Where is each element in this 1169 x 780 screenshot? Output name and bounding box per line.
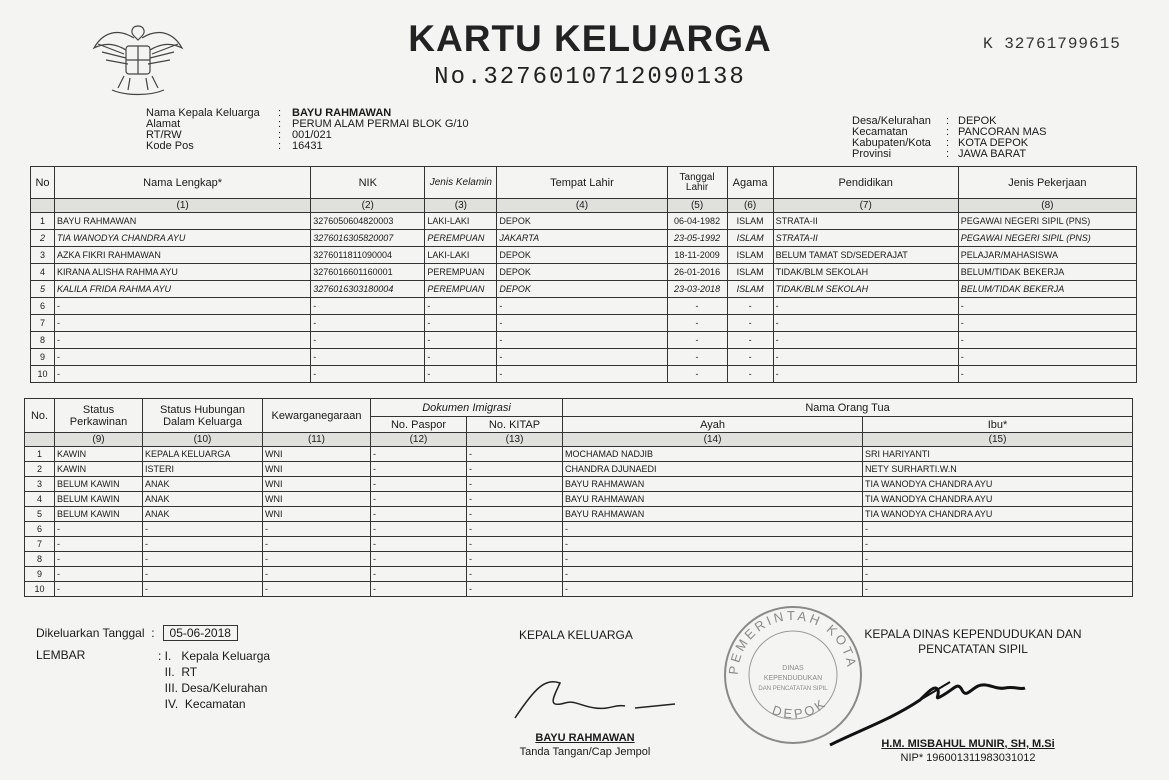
- col-header: Nama Orang Tua: [563, 399, 1133, 417]
- table-cell: -: [863, 537, 1133, 552]
- table-cell: TIA WANODYA CHANDRA AYU: [55, 230, 311, 247]
- family-members-table: [30, 166, 1137, 383]
- city-value: KOTA DEPOK: [958, 137, 1029, 149]
- col-number: (8): [958, 199, 1136, 213]
- table-cell: 5: [31, 281, 55, 298]
- table-body: [31, 213, 1137, 383]
- head-signature-label: KEPALA KELUARGA: [519, 628, 633, 642]
- table-row: [25, 507, 1133, 522]
- table-cell: 5: [25, 507, 55, 522]
- col-header: Tanggal Lahir: [667, 167, 727, 199]
- lembar-item: II. RT: [158, 665, 198, 679]
- col-number: (13): [467, 433, 563, 447]
- table-cell: 23-05-1992: [667, 230, 727, 247]
- official-title: [860, 627, 1086, 657]
- col-number: (6): [727, 199, 773, 213]
- table-cell: 26-01-2016: [667, 264, 727, 281]
- table-cell: -: [371, 447, 467, 462]
- document-number: No.3276010712090138: [434, 64, 746, 91]
- table-cell: TIDAK/BLM SEKOLAH: [773, 281, 958, 298]
- table-cell: -: [143, 582, 263, 597]
- label: Kabupaten/Kota: [852, 137, 931, 149]
- table-cell: -: [497, 332, 667, 349]
- table-cell: LAKI-LAKI: [425, 213, 497, 230]
- lembar-list: [158, 648, 270, 712]
- table-cell: NETY SURHARTI.W.N: [863, 462, 1133, 477]
- table-cell: 3276016601160001: [311, 264, 425, 281]
- table-cell: -: [55, 567, 143, 582]
- table-cell: BELUM TAMAT SD/SEDERAJAT: [773, 247, 958, 264]
- table-cell: CHANDRA DJUNAEDI: [563, 462, 863, 477]
- table-cell: 1: [31, 213, 55, 230]
- table-cell: -: [263, 582, 371, 597]
- table-cell: -: [467, 462, 563, 477]
- col-header: No. Paspor: [371, 417, 467, 433]
- table-cell: -: [143, 567, 263, 582]
- table-cell: -: [311, 349, 425, 366]
- table-cell: AZKA FIKRI RAHMAWAN: [55, 247, 311, 264]
- table-cell: -: [311, 332, 425, 349]
- col-number: (9): [55, 433, 143, 447]
- col-number: (2): [311, 199, 425, 213]
- issued-date: [36, 625, 238, 641]
- table-cell: -: [863, 522, 1133, 537]
- col-number: (7): [773, 199, 958, 213]
- table-cell: -: [467, 477, 563, 492]
- table-cell: -: [727, 349, 773, 366]
- table-cell: 8: [25, 552, 55, 567]
- col-header: Dokumen Imigrasi: [371, 399, 563, 417]
- table-cell: 8: [31, 332, 55, 349]
- table-cell: PEREMPUAN: [425, 264, 497, 281]
- head-signature-icon: [505, 668, 685, 728]
- table-cell: -: [371, 537, 467, 552]
- col-header: Nama Lengkap*: [55, 167, 311, 199]
- table-cell: DEPOK: [497, 247, 667, 264]
- table-cell: 7: [25, 537, 55, 552]
- village-value: DEPOK: [958, 115, 997, 127]
- col-number: (5): [667, 199, 727, 213]
- table-cell: 2: [31, 230, 55, 247]
- col-header: Status Hubungan Dalam Keluarga: [143, 399, 263, 433]
- table-cell: JAKARTA: [497, 230, 667, 247]
- table-row: [31, 281, 1137, 298]
- table-cell: ANAK: [143, 507, 263, 522]
- table-cell: -: [263, 567, 371, 582]
- table-cell: -: [467, 447, 563, 462]
- col-number: (4): [497, 199, 667, 213]
- table-row: [31, 349, 1137, 366]
- table-cell: -: [371, 507, 467, 522]
- col-header: No.: [25, 399, 55, 433]
- table-cell: ISTERI: [143, 462, 263, 477]
- table-row: [25, 537, 1133, 552]
- table-cell: 18-11-2009: [667, 247, 727, 264]
- table-cell: -: [263, 522, 371, 537]
- table-cell: -: [371, 522, 467, 537]
- issued-sep: :: [151, 626, 155, 640]
- table-cell: ISLAM: [727, 281, 773, 298]
- table-cell: -: [55, 298, 311, 315]
- table-cell: PEGAWAI NEGERI SIPIL (PNS): [958, 230, 1136, 247]
- table-cell: -: [863, 567, 1133, 582]
- head-of-family-value: BAYU RAHMAWAN: [292, 107, 392, 119]
- table-row: [31, 230, 1137, 247]
- table-cell: PEGAWAI NEGERI SIPIL (PNS): [958, 213, 1136, 230]
- official-name: H.M. MISBAHUL MUNIR, SH, M.Si: [881, 738, 1055, 750]
- table-cell: SRI HARIYANTI: [863, 447, 1133, 462]
- table-cell: -: [667, 298, 727, 315]
- table-cell: -: [311, 315, 425, 332]
- table-cell: -: [467, 492, 563, 507]
- table-cell: -: [425, 349, 497, 366]
- table-cell: ANAK: [143, 477, 263, 492]
- table-cell: -: [311, 366, 425, 383]
- table-cell: -: [497, 349, 667, 366]
- label: Kecamatan: [852, 126, 908, 138]
- lembar-label: LEMBAR: [36, 648, 86, 662]
- province-value: JAWA BARAT: [958, 148, 1027, 160]
- col-header: Jenis Pekerjaan: [958, 167, 1136, 199]
- col-number: (14): [563, 433, 863, 447]
- lembar-item: III. Desa/Kelurahan: [158, 681, 268, 695]
- table-cell: -: [425, 366, 497, 383]
- seal-center-line: DAN PENCATATAN SIPIL: [758, 686, 828, 692]
- district-value: PANCORAN MAS: [958, 126, 1047, 138]
- table-cell: KAWIN: [55, 447, 143, 462]
- table-cell: -: [727, 332, 773, 349]
- table-cell: DEPOK: [497, 213, 667, 230]
- table-cell: -: [263, 537, 371, 552]
- table-row: [25, 492, 1133, 507]
- table-cell: -: [563, 552, 863, 567]
- table-cell: DEPOK: [497, 264, 667, 281]
- col-number: (3): [425, 199, 497, 213]
- table-cell: 23-03-2018: [667, 281, 727, 298]
- table-cell: 3: [25, 477, 55, 492]
- table-cell: STRATA-II: [773, 213, 958, 230]
- table-cell: PELAJAR/MAHASISWA: [958, 247, 1136, 264]
- table-cell: KAWIN: [55, 462, 143, 477]
- table-cell: -: [371, 582, 467, 597]
- table-cell: MOCHAMAD NADJIB: [563, 447, 863, 462]
- table-body: [25, 447, 1133, 597]
- table-cell: -: [727, 298, 773, 315]
- table-row: [25, 462, 1133, 477]
- head-signature-sub: Tanda Tangan/Cap Jempol: [519, 746, 651, 758]
- table-cell: -: [563, 537, 863, 552]
- table-cell: WNI: [263, 507, 371, 522]
- table-cell: -: [467, 537, 563, 552]
- table-cell: -: [55, 522, 143, 537]
- table-cell: -: [727, 366, 773, 383]
- table-cell: -: [958, 332, 1136, 349]
- garuda-emblem-icon: [88, 18, 188, 98]
- serial-number: K 32761799615: [983, 35, 1121, 53]
- table-row: [25, 567, 1133, 582]
- label: Desa/Kelurahan: [852, 115, 931, 127]
- seal-top-text: PEMERINTAH KOTA: [725, 607, 860, 676]
- table-cell: -: [371, 552, 467, 567]
- rtrw-value: 001/021: [292, 129, 332, 141]
- official-signature-icon: [820, 660, 1040, 750]
- region-info: Desa/Kelurahan : DEPOK Kecamatan : PANCORAN MAS Kabupaten/Kota : KOTA DEPOK Provinsi : JAWA BARAT: [852, 115, 1047, 160]
- table-cell: TIA WANODYA CHANDRA AYU: [863, 507, 1133, 522]
- table-cell: -: [143, 552, 263, 567]
- table-cell: BAYU RAHMAWAN: [55, 213, 311, 230]
- table-row: [25, 522, 1133, 537]
- table-cell: -: [371, 492, 467, 507]
- table-row: [31, 213, 1137, 230]
- table-cell: -: [863, 582, 1133, 597]
- table-cell: -: [467, 582, 563, 597]
- col-header: Kewarganegaraan: [263, 399, 371, 433]
- col-header: Pendidikan: [773, 167, 958, 199]
- table-cell: -: [467, 567, 563, 582]
- table-cell: -: [863, 552, 1133, 567]
- table-cell: -: [371, 567, 467, 582]
- table-cell: -: [958, 349, 1136, 366]
- table-cell: WNI: [263, 447, 371, 462]
- table-cell: -: [958, 298, 1136, 315]
- table-cell: 3276050604820003: [311, 213, 425, 230]
- table-cell: 3: [31, 247, 55, 264]
- table-cell: 10: [25, 582, 55, 597]
- table-cell: -: [55, 349, 311, 366]
- table-cell: 10: [31, 366, 55, 383]
- table-cell: 4: [31, 264, 55, 281]
- table-cell: -: [773, 332, 958, 349]
- table-row: [31, 332, 1137, 349]
- official-title-line: PENCATATAN SIPIL: [918, 642, 1028, 656]
- table-cell: 2: [25, 462, 55, 477]
- table-cell: -: [425, 298, 497, 315]
- table-cell: -: [563, 582, 863, 597]
- table-cell: -: [425, 315, 497, 332]
- household-info: Nama Kepala Keluarga : BAYU RAHMAWAN Alamat : PERUM ALAM PERMAI BLOK G/10 RT/RW : 001/021 Kode Pos : 16431: [146, 107, 469, 152]
- table-cell: -: [143, 537, 263, 552]
- col-number: (15): [863, 433, 1133, 447]
- table-row: [25, 582, 1133, 597]
- table-cell: 3276011811090004: [311, 247, 425, 264]
- issued-label: Dikeluarkan Tanggal: [36, 626, 145, 640]
- table-cell: -: [773, 315, 958, 332]
- table-row: [31, 247, 1137, 264]
- table-cell: -: [563, 567, 863, 582]
- table-row: [31, 315, 1137, 332]
- table-cell: BELUM KAWIN: [55, 477, 143, 492]
- head-name: BAYU RAHMAWAN: [535, 732, 635, 744]
- table-cell: -: [667, 315, 727, 332]
- table-cell: -: [467, 522, 563, 537]
- col-header: No. KITAP: [467, 417, 563, 433]
- table-cell: STRATA-II: [773, 230, 958, 247]
- seal-center-line: DINAS: [782, 665, 804, 672]
- table-cell: DEPOK: [497, 281, 667, 298]
- table-cell: -: [311, 298, 425, 315]
- table-cell: WNI: [263, 462, 371, 477]
- table-cell: -: [371, 462, 467, 477]
- table-cell: -: [55, 582, 143, 597]
- table-cell: -: [667, 349, 727, 366]
- table-row: [31, 298, 1137, 315]
- table-row: [31, 366, 1137, 383]
- table-cell: 9: [25, 567, 55, 582]
- table-cell: -: [667, 366, 727, 383]
- table-cell: TIDAK/BLM SEKOLAH: [773, 264, 958, 281]
- col-number: (12): [371, 433, 467, 447]
- table-cell: -: [727, 315, 773, 332]
- table-row: [25, 552, 1133, 567]
- table-cell: BAYU RAHMAWAN: [563, 477, 863, 492]
- table-cell: -: [55, 552, 143, 567]
- table-cell: 1: [25, 447, 55, 462]
- table-cell: 7: [31, 315, 55, 332]
- table-cell: -: [143, 522, 263, 537]
- table-cell: BELUM/TIDAK BEKERJA: [958, 281, 1136, 298]
- table-cell: TIA WANODYA CHANDRA AYU: [863, 492, 1133, 507]
- table-cell: -: [958, 366, 1136, 383]
- label: RT/RW: [146, 129, 182, 141]
- table-cell: -: [497, 315, 667, 332]
- table-cell: -: [55, 537, 143, 552]
- table-cell: BAYU RAHMAWAN: [563, 492, 863, 507]
- table-cell: LAKI-LAKI: [425, 247, 497, 264]
- label: Provinsi: [852, 148, 892, 160]
- table-cell: -: [667, 332, 727, 349]
- family-status-table: [24, 398, 1133, 597]
- table-cell: -: [55, 315, 311, 332]
- table-cell: BAYU RAHMAWAN: [563, 507, 863, 522]
- col-number: (10): [143, 433, 263, 447]
- table-cell: -: [467, 507, 563, 522]
- table-cell: ISLAM: [727, 264, 773, 281]
- issued-date-value: 05-06-2018: [163, 625, 238, 641]
- table-cell: WNI: [263, 477, 371, 492]
- col-header: Ayah: [563, 417, 863, 433]
- lembar-item: : I. Kepala Keluarga: [158, 649, 271, 663]
- col-header: Jenis Kelamin: [425, 167, 497, 199]
- table-cell: ISLAM: [727, 247, 773, 264]
- table-cell: ISLAM: [727, 213, 773, 230]
- table-cell: -: [773, 298, 958, 315]
- table-cell: BELUM/TIDAK BEKERJA: [958, 264, 1136, 281]
- table-cell: BELUM KAWIN: [55, 507, 143, 522]
- lembar-item: IV. Kecamatan: [158, 697, 246, 711]
- table-cell: KEPALA KELUARGA: [143, 447, 263, 462]
- table-cell: 4: [25, 492, 55, 507]
- label: Kode Pos: [146, 140, 194, 152]
- table-row: [31, 264, 1137, 281]
- table-cell: -: [497, 298, 667, 315]
- address-value: PERUM ALAM PERMAI BLOK G/10: [292, 118, 469, 130]
- official-nip: NIP* 196001311983031012: [900, 752, 1036, 764]
- official-title-line: KEPALA DINAS KEPENDUDUKAN DAN: [864, 627, 1082, 641]
- col-header: NIK: [311, 167, 425, 199]
- table-cell: 9: [31, 349, 55, 366]
- postcode-value: 16431: [292, 140, 323, 152]
- col-header: Agama: [727, 167, 773, 199]
- seal-bottom-text: DEPOK: [770, 694, 830, 722]
- col-header: Ibu*: [863, 417, 1133, 433]
- document-title: KARTU KELUARGA: [408, 18, 772, 59]
- table-cell: -: [497, 366, 667, 383]
- table-cell: TIA WANODYA CHANDRA AYU: [863, 477, 1133, 492]
- seal-center-line: KEPENDUDUKAN: [763, 675, 823, 682]
- table-cell: 06-04-1982: [667, 213, 727, 230]
- table-cell: -: [55, 366, 311, 383]
- col-number: (1): [55, 199, 311, 213]
- table-cell: PEREMPUAN: [425, 230, 497, 247]
- table-cell: -: [371, 477, 467, 492]
- table-cell: BELUM KAWIN: [55, 492, 143, 507]
- table-cell: -: [773, 366, 958, 383]
- table-cell: ANAK: [143, 492, 263, 507]
- table-cell: WNI: [263, 492, 371, 507]
- table-cell: -: [55, 332, 311, 349]
- table-cell: -: [467, 552, 563, 567]
- label: Alamat: [146, 118, 181, 130]
- table-cell: -: [773, 349, 958, 366]
- table-cell: -: [958, 315, 1136, 332]
- col-number: (11): [263, 433, 371, 447]
- table-cell: ISLAM: [727, 230, 773, 247]
- col-header: Tempat Lahir: [497, 167, 667, 199]
- table-cell: -: [563, 522, 863, 537]
- table-row: [25, 447, 1133, 462]
- table-cell: 3276016303180004: [311, 281, 425, 298]
- table-cell: KIRANA ALISHA RAHMA AYU: [55, 264, 311, 281]
- table-cell: -: [263, 552, 371, 567]
- col-header: No: [31, 167, 55, 199]
- table-cell: 6: [31, 298, 55, 315]
- col-header: Status Perkawinan: [55, 399, 143, 433]
- table-cell: -: [425, 332, 497, 349]
- table-cell: KALILA FRIDA RAHMA AYU: [55, 281, 311, 298]
- table-cell: PEREMPUAN: [425, 281, 497, 298]
- table-cell: 3276016305820007: [311, 230, 425, 247]
- label: Nama Kepala Keluarga: [146, 107, 260, 119]
- table-cell: 6: [25, 522, 55, 537]
- table-row: [25, 477, 1133, 492]
